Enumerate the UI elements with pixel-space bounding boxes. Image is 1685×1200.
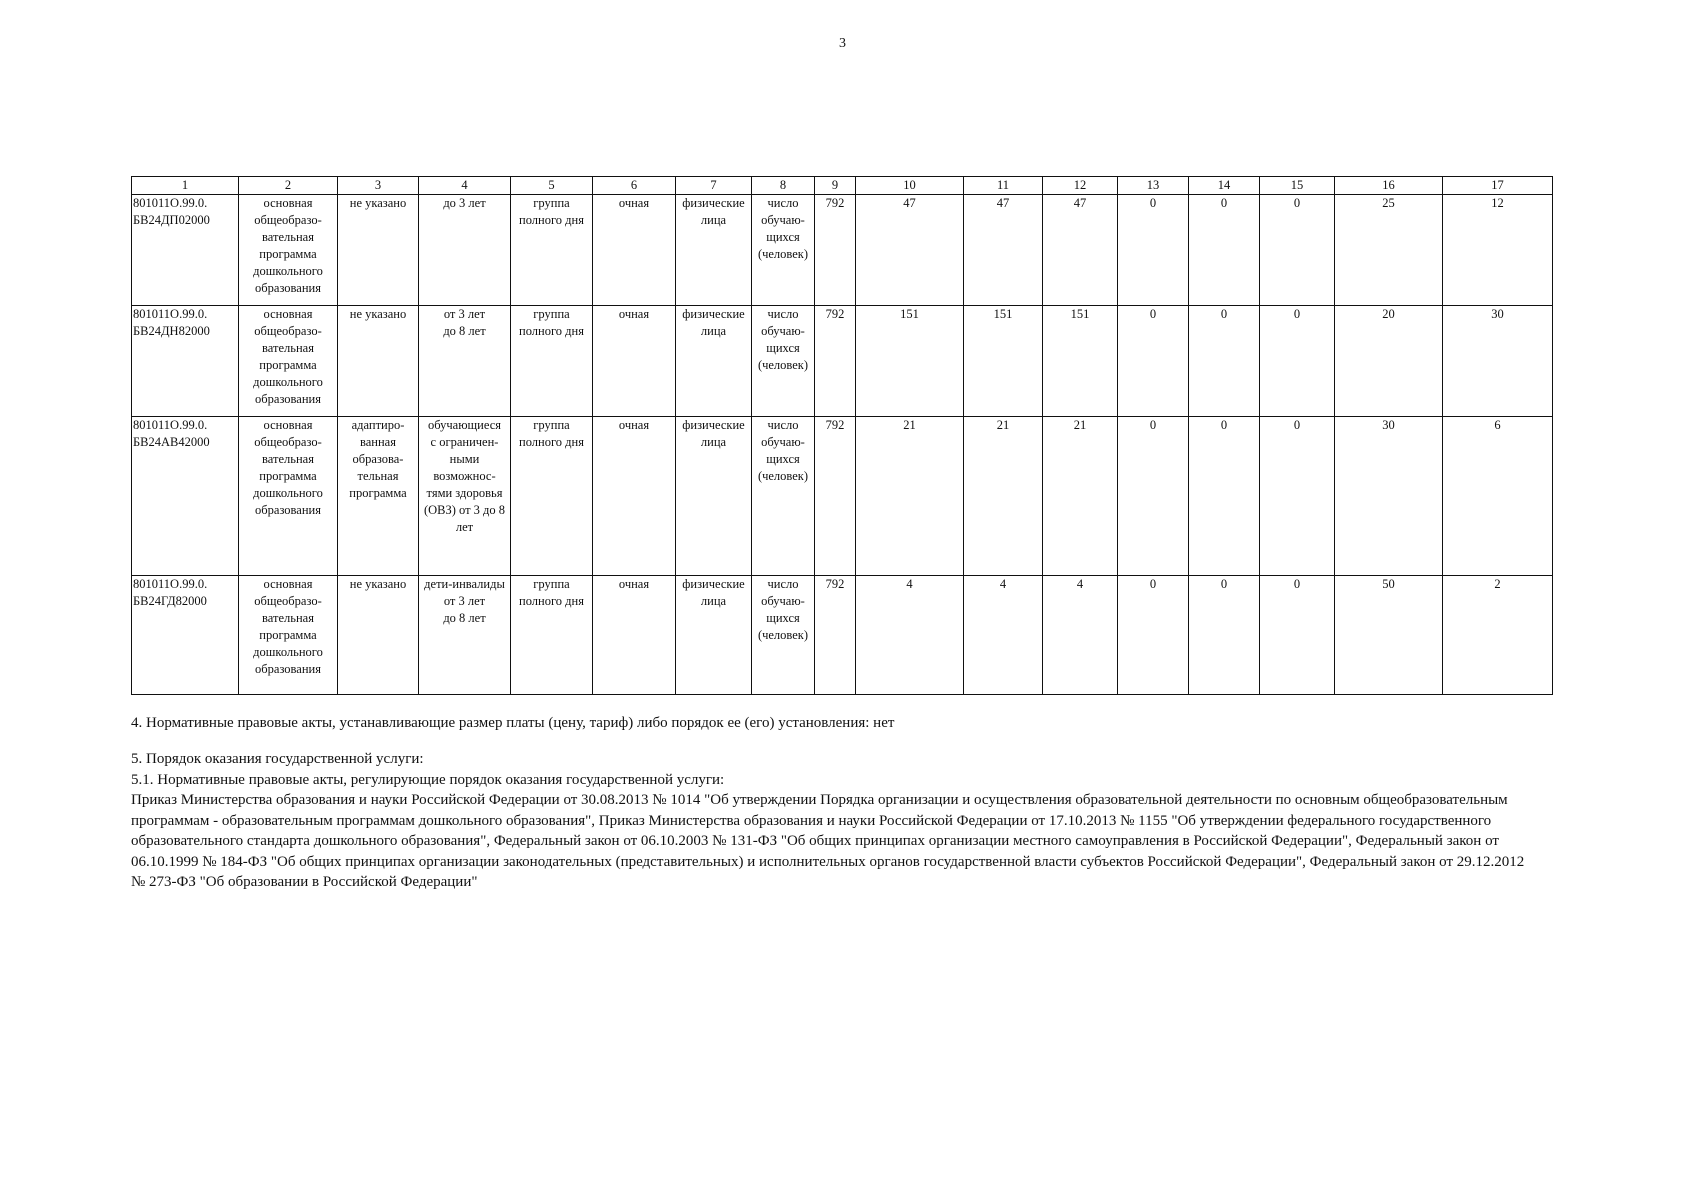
value-cell: 0	[1118, 417, 1189, 576]
education-form-cell: очная	[593, 576, 676, 695]
table-row	[132, 195, 1553, 306]
value-cell: 21	[856, 417, 964, 576]
education-form-cell: очная	[593, 306, 676, 417]
program-type-cell: не указано	[338, 306, 419, 417]
program-cell: основная общеобразо- вательная программа дошкольного образования	[239, 195, 338, 306]
program-cell: основная общеобразо- вательная программа дошкольного образования	[239, 417, 338, 576]
column-number: 10	[856, 177, 964, 195]
column-number: 11	[964, 177, 1043, 195]
value-cell: 50	[1335, 576, 1443, 695]
indicator-cell: число обучаю- щихся (человек)	[752, 576, 815, 695]
program-type-cell: не указано	[338, 576, 419, 695]
stay-mode-cell: группа полного дня	[511, 576, 593, 695]
value-cell: 30	[1335, 417, 1443, 576]
unit-code-cell: 792	[815, 195, 856, 306]
service-code-cell: 801011О.99.0. БВ24ДП02000	[132, 195, 239, 306]
column-number: 9	[815, 177, 856, 195]
value-cell: 0	[1189, 195, 1260, 306]
unit-code-cell: 792	[815, 306, 856, 417]
value-cell: 0	[1260, 195, 1335, 306]
indicator-cell: число обучаю- щихся (человек)	[752, 195, 815, 306]
column-number: 7	[676, 177, 752, 195]
program-cell: основная общеобразо- вательная программа дошкольного образования	[239, 576, 338, 695]
value-cell: 0	[1118, 576, 1189, 695]
service-code-cell: 801011О.99.0. БВ24ГД82000	[132, 576, 239, 695]
stay-mode-cell: группа полного дня	[511, 417, 593, 576]
value-cell: 151	[964, 306, 1043, 417]
service-code-cell: 801011О.99.0. БВ24ДН82000	[132, 306, 239, 417]
value-cell: 4	[1043, 576, 1118, 695]
column-number: 2	[239, 177, 338, 195]
column-number: 13	[1118, 177, 1189, 195]
consumers-cell: физические лица	[676, 576, 752, 695]
value-cell: 20	[1335, 306, 1443, 417]
column-number: 5	[511, 177, 593, 195]
indicator-cell: число обучаю- щихся (человек)	[752, 306, 815, 417]
value-cell: 47	[964, 195, 1043, 306]
value-cell: 0	[1189, 576, 1260, 695]
age-category-cell: до 3 лет	[419, 195, 511, 306]
consumers-cell: физические лица	[676, 306, 752, 417]
section-5-heading: 5. Порядок оказания государственной услуги:	[131, 751, 424, 767]
value-cell: 30	[1443, 306, 1553, 417]
value-cell: 2	[1443, 576, 1553, 695]
column-number: 1	[132, 177, 239, 195]
value-cell: 0	[1118, 195, 1189, 306]
column-number: 14	[1189, 177, 1260, 195]
value-cell: 4	[856, 576, 964, 695]
column-number: 8	[752, 177, 815, 195]
value-cell: 151	[856, 306, 964, 417]
value-cell: 151	[1043, 306, 1118, 417]
value-cell: 6	[1443, 417, 1553, 576]
indicator-cell: число обучаю- щихся (человек)	[752, 417, 815, 576]
value-cell: 4	[964, 576, 1043, 695]
section-5-1-body: Приказ Министерства образования и науки Российской Федерации от 30.08.2013 № 1014 "Об утверждении Порядка организации и осуществления образовательной деятельности по основным общеобразовательным программам - образовательным программам дошкольного образования", Приказ Министерства образования и науки Российской Федерации от 17.10.2013 № 1155 "Об утверждении федерального государственного образовательного стандарта дошкольного образования", Федеральный закон от 06.10.2003 № 131-ФЗ "Об общих принципах организации местного самоуправления в Российской Федерации", Федеральный закон от 06.10.1999 № 184-ФЗ "Об общих принципах организации законодательных (представительных) и исполнительных органов государственной власти субъектов Российской Федерации", Федеральный закон от 29.12.2012 № 273-ФЗ "Об образовании в Российской Федерации"	[131, 792, 1525, 890]
value-cell: 25	[1335, 195, 1443, 306]
section-4-text: 4. Нормативные правовые акты, устанавливающие размер платы (цену, тариф) либо порядок ее (его) установления: нет	[131, 715, 895, 731]
table-row	[132, 306, 1553, 417]
unit-code-cell: 792	[815, 576, 856, 695]
page-number: 3	[839, 36, 846, 51]
stay-mode-cell: группа полного дня	[511, 306, 593, 417]
consumers-cell: физические лица	[676, 417, 752, 576]
age-category-cell: обучающиеся с ограничен- ными возможнос- тями здоровья (ОВЗ) от 3 до 8 лет	[419, 417, 511, 576]
value-cell: 0	[1260, 417, 1335, 576]
program-type-cell: адаптиро- ванная образова- тельная программа	[338, 417, 419, 576]
program-type-cell: не указано	[338, 195, 419, 306]
value-cell: 0	[1189, 306, 1260, 417]
column-number: 17	[1443, 177, 1553, 195]
column-number: 6	[593, 177, 676, 195]
value-cell: 0	[1189, 417, 1260, 576]
program-cell: основная общеобразо- вательная программа дошкольного образования	[239, 306, 338, 417]
section-5-1-heading: 5.1. Нормативные правовые акты, регулирующие порядок оказания государственной услуги:	[131, 772, 725, 788]
unit-code-cell: 792	[815, 417, 856, 576]
value-cell: 47	[856, 195, 964, 306]
value-cell: 47	[1043, 195, 1118, 306]
column-number: 3	[338, 177, 419, 195]
education-form-cell: очная	[593, 195, 676, 306]
table-row	[132, 576, 1553, 695]
value-cell: 0	[1260, 576, 1335, 695]
consumers-cell: физические лица	[676, 195, 752, 306]
age-category-cell: от 3 лет до 8 лет	[419, 306, 511, 417]
column-number: 16	[1335, 177, 1443, 195]
stay-mode-cell: группа полного дня	[511, 195, 593, 306]
table-row	[132, 417, 1553, 576]
column-number: 4	[419, 177, 511, 195]
value-cell: 12	[1443, 195, 1553, 306]
service-code-cell: 801011О.99.0. БВ24АВ42000	[132, 417, 239, 576]
value-cell: 0	[1118, 306, 1189, 417]
value-cell: 21	[1043, 417, 1118, 576]
table-header-row	[132, 177, 1553, 195]
column-number: 12	[1043, 177, 1118, 195]
column-number: 15	[1260, 177, 1335, 195]
value-cell: 21	[964, 417, 1043, 576]
education-form-cell: очная	[593, 417, 676, 576]
value-cell: 0	[1260, 306, 1335, 417]
age-category-cell: дети-инвалиды от 3 лет до 8 лет	[419, 576, 511, 695]
service-volume-table	[131, 176, 1553, 695]
